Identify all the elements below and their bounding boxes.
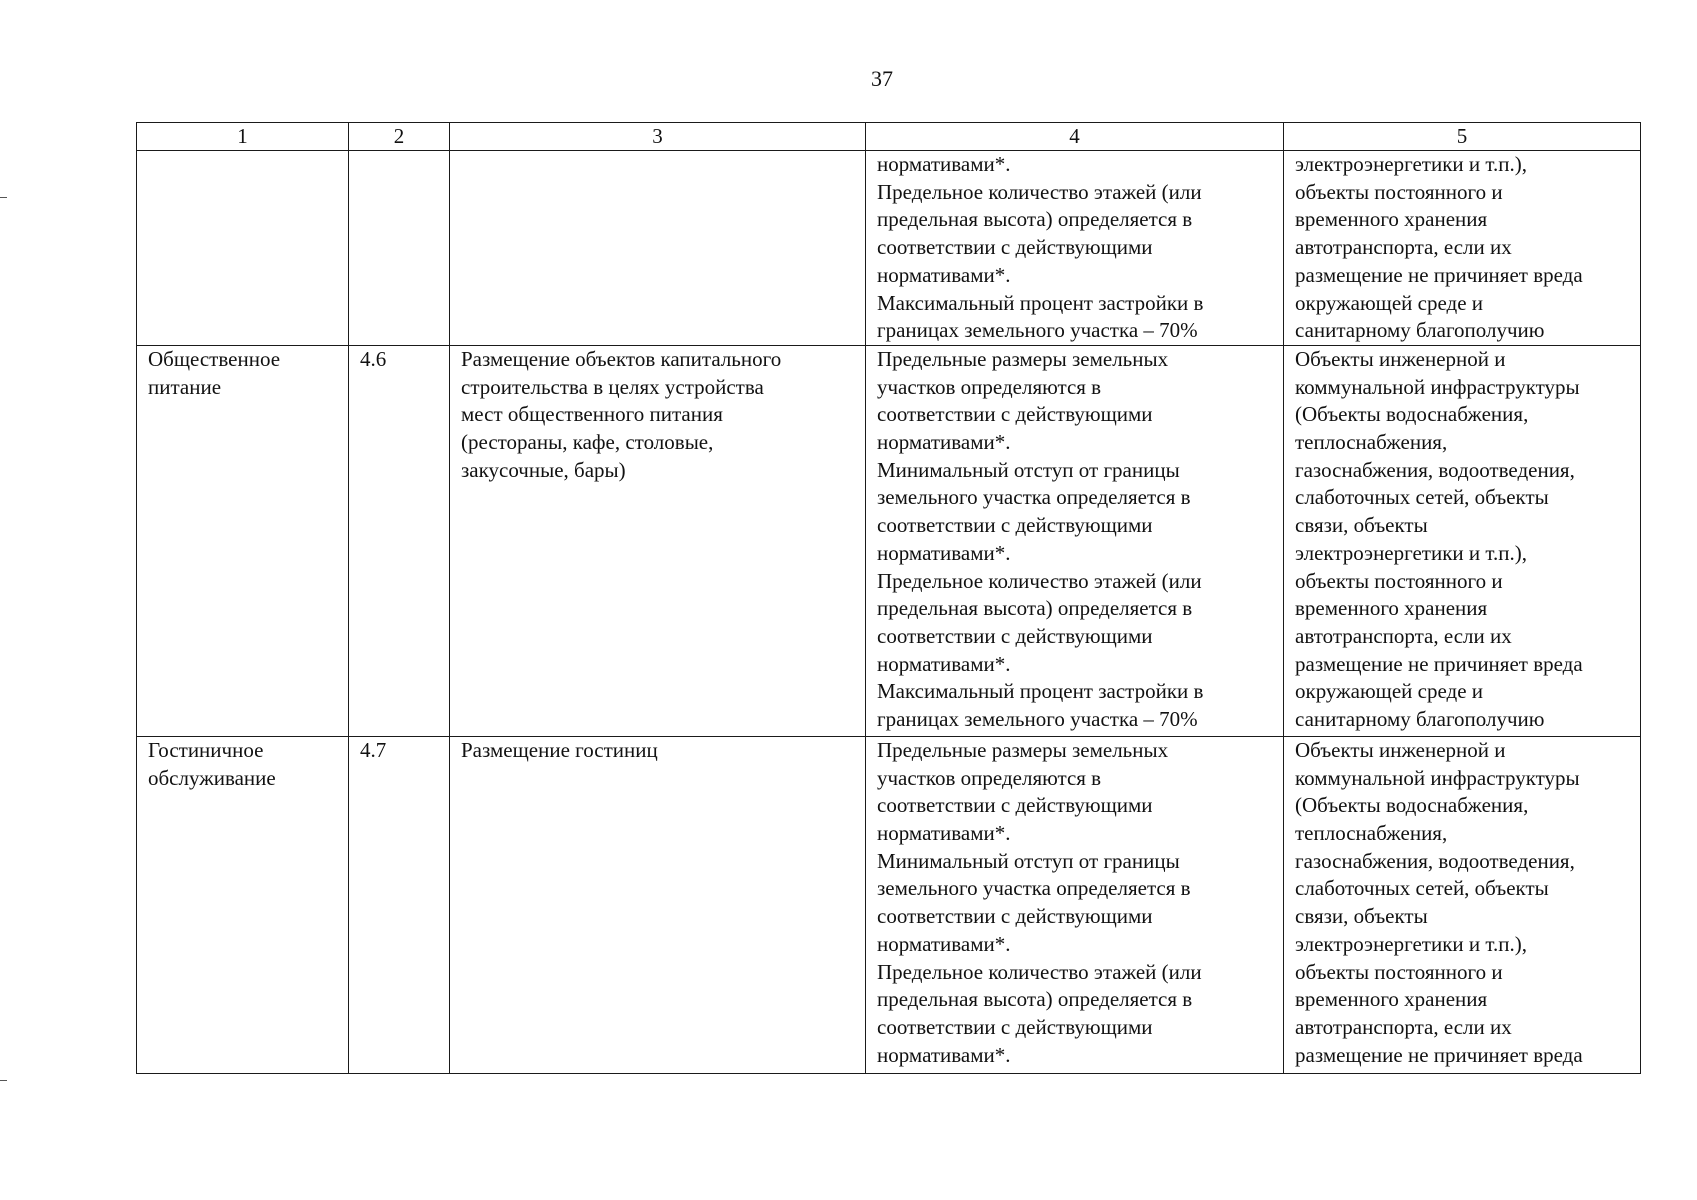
- parameters-cell: [866, 345, 1284, 736]
- use-code-cell: [349, 151, 450, 346]
- use-name-cell: [137, 345, 349, 736]
- description-line: Размещение гостиниц: [461, 737, 658, 762]
- parameters-cell: [866, 736, 1284, 1073]
- parameters-line: Максимальный процент застройки в: [877, 290, 1204, 315]
- auxiliary-line: временного хранения: [1295, 987, 1488, 1012]
- parameters-line: соответствии с действующими: [877, 402, 1153, 427]
- auxiliary-line: коммунальной инфраструктуры: [1295, 765, 1580, 790]
- parameters-line: земельного участка определяется в: [877, 485, 1191, 510]
- use-name-line: питание: [148, 374, 222, 399]
- auxiliary-line: теплоснабжения,: [1295, 821, 1448, 846]
- auxiliary-line: газоснабжения, водоотведения,: [1295, 457, 1575, 482]
- parameters-line: Предельное количество этажей (или: [877, 179, 1202, 204]
- use-description-cell: [450, 736, 866, 1073]
- table-row: [137, 151, 1641, 346]
- parameters-line: Предельные размеры земельных: [877, 737, 1169, 762]
- parameters-line: нормативами*.: [877, 540, 1011, 565]
- parameters-line: соответствии с действующими: [877, 623, 1153, 648]
- auxiliary-line: газоснабжения, водоотведения,: [1295, 848, 1575, 873]
- parameters-line: предельная высота) определяется в: [877, 987, 1193, 1012]
- parameters-line: предельная высота) определяется в: [877, 596, 1193, 621]
- use-name-line: Гостиничное: [148, 737, 264, 762]
- parameters-line: Предельные размеры земельных: [877, 346, 1169, 371]
- column-header: 3: [450, 123, 866, 151]
- parameters-line: нормативами*.: [877, 651, 1011, 676]
- use-code: 4.6: [360, 346, 387, 371]
- auxiliary-line: размещение не причиняет вреда: [1295, 262, 1583, 287]
- auxiliary-line: санитарному благополучию: [1295, 707, 1545, 732]
- auxiliary-line: временного хранения: [1295, 207, 1488, 232]
- use-name-line: обслуживание: [148, 765, 276, 790]
- parameters-line: границах земельного участка – 70%: [877, 318, 1198, 343]
- parameters-line: Предельное количество этажей (или: [877, 568, 1202, 593]
- use-name-line: Общественное: [148, 346, 281, 371]
- auxiliary-line: санитарному благополучию: [1295, 318, 1545, 343]
- parameters-line: соответствии с действующими: [877, 513, 1153, 538]
- auxiliary-line: размещение не причиняет вреда: [1295, 1042, 1583, 1067]
- auxiliary-line: электроэнергетики и т.п.),: [1295, 152, 1527, 176]
- auxiliary-line: автотранспорта, если их: [1295, 623, 1512, 648]
- parameters-line: участков определяются в: [877, 374, 1102, 399]
- parameters-line: Минимальный отступ от границы: [877, 457, 1180, 482]
- auxiliary-line: временного хранения: [1295, 596, 1488, 621]
- parameters-line: границах земельного участка – 70%: [877, 707, 1198, 732]
- column-header: 5: [1284, 123, 1641, 151]
- use-code-cell: [349, 736, 450, 1073]
- auxiliary-line: автотранспорта, если их: [1295, 1014, 1512, 1039]
- parameters-line: соответствии с действующими: [877, 904, 1153, 929]
- auxiliary-line: (Объекты водоснабжения,: [1295, 402, 1529, 427]
- column-header: 1: [137, 123, 349, 151]
- table-header-row: [137, 123, 1641, 151]
- auxiliary-line: Объекты инженерной и: [1295, 346, 1506, 371]
- description-line: закусочные, бары): [461, 457, 626, 482]
- parameters-line: соответствии с действующими: [877, 235, 1153, 260]
- auxiliary-line: Объекты инженерной и: [1295, 737, 1506, 762]
- land-use-table: [136, 122, 1641, 1074]
- auxiliary-objects-cell: [1284, 345, 1641, 736]
- auxiliary-line: теплоснабжения,: [1295, 430, 1448, 455]
- parameters-line: Максимальный процент застройки в: [877, 679, 1204, 704]
- column-header: 4: [866, 123, 1284, 151]
- use-code-cell: [349, 345, 450, 736]
- use-name-cell: [137, 151, 349, 346]
- parameters-line: нормативами*.: [877, 430, 1011, 455]
- auxiliary-line: окружающей среде и: [1295, 679, 1484, 704]
- parameters-line: участков определяются в: [877, 765, 1102, 790]
- auxiliary-line: связи, объекты: [1295, 513, 1428, 538]
- use-name-cell: [137, 736, 349, 1073]
- auxiliary-line: связи, объекты: [1295, 904, 1428, 929]
- scan-margin-mark: [0, 197, 7, 198]
- parameters-line: Минимальный отступ от границы: [877, 848, 1180, 873]
- scan-margin-mark: [0, 1080, 7, 1081]
- auxiliary-line: окружающей среде и: [1295, 290, 1484, 315]
- auxiliary-line: автотранспорта, если их: [1295, 235, 1512, 260]
- parameters-line: Предельное количество этажей (или: [877, 959, 1202, 984]
- parameters-line: нормативами*.: [877, 262, 1011, 287]
- auxiliary-line: размещение не причиняет вреда: [1295, 651, 1583, 676]
- parameters-line: соответствии с действующими: [877, 1014, 1153, 1039]
- auxiliary-line: объекты постоянного и: [1295, 179, 1503, 204]
- auxiliary-line: коммунальной инфраструктуры: [1295, 374, 1580, 399]
- column-header: 2: [349, 123, 450, 151]
- parameters-line: нормативами*.: [877, 1042, 1011, 1067]
- auxiliary-line: электроэнергетики и т.п.),: [1295, 931, 1527, 956]
- table-row: [137, 736, 1641, 1073]
- parameters-line: нормативами*.: [877, 821, 1011, 846]
- use-description-cell: [450, 345, 866, 736]
- auxiliary-line: слаботочных сетей, объекты: [1295, 876, 1549, 901]
- parameters-line: соответствии с действующими: [877, 793, 1153, 818]
- description-line: Размещение объектов капитального: [461, 346, 782, 371]
- description-line: (рестораны, кафе, столовые,: [461, 430, 714, 455]
- auxiliary-line: (Объекты водоснабжения,: [1295, 793, 1529, 818]
- use-code: 4.7: [360, 737, 387, 762]
- auxiliary-objects-cell: [1284, 736, 1641, 1073]
- parameters-line: нормативами*.: [877, 152, 1011, 176]
- description-line: мест общественного питания: [461, 402, 723, 427]
- page-number: 37: [871, 66, 893, 91]
- parameters-line: нормативами*.: [877, 931, 1011, 956]
- table-row: [137, 345, 1641, 736]
- auxiliary-line: слаботочных сетей, объекты: [1295, 485, 1549, 510]
- parameters-cell: [866, 151, 1284, 346]
- description-line: строительства в целях устройства: [461, 374, 764, 399]
- auxiliary-line: объекты постоянного и: [1295, 568, 1503, 593]
- auxiliary-objects-cell: [1284, 151, 1641, 346]
- parameters-line: земельного участка определяется в: [877, 876, 1191, 901]
- auxiliary-line: электроэнергетики и т.п.),: [1295, 540, 1527, 565]
- auxiliary-line: объекты постоянного и: [1295, 959, 1503, 984]
- use-description-cell: [450, 151, 866, 346]
- parameters-line: предельная высота) определяется в: [877, 207, 1193, 232]
